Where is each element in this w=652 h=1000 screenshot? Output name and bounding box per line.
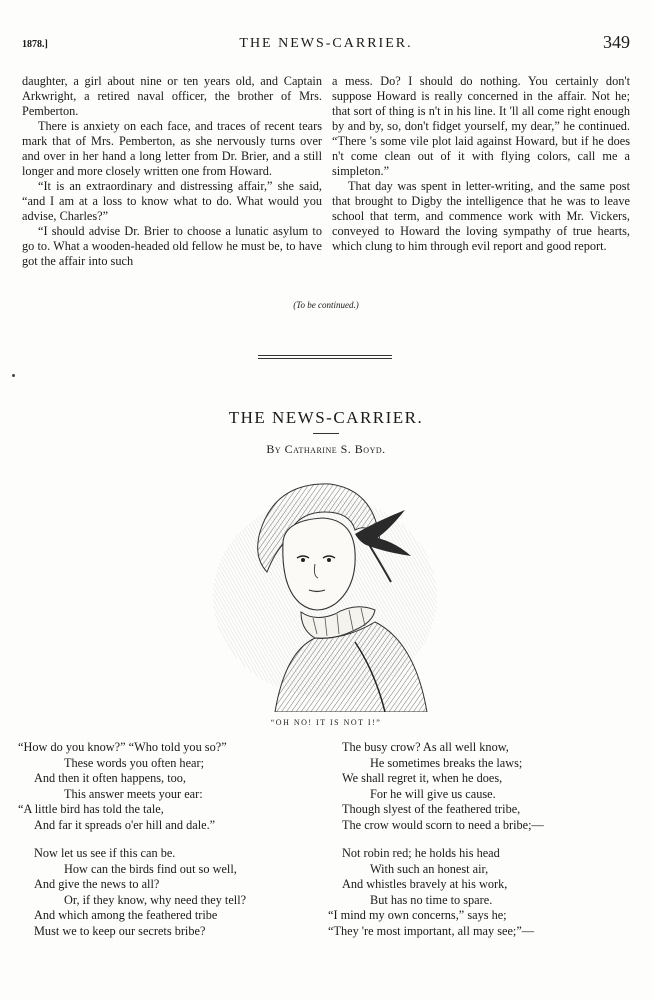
section-divider (258, 355, 392, 359)
verse-line: These words you often hear; (64, 755, 205, 770)
paragraph: “It is an extraordinary and distressing affair,” she said, “and I am at a loss to know what to do. What would you advise, Charles?” (22, 179, 322, 223)
verse-line: Or, if they know, why need they tell? (64, 892, 247, 907)
paragraph: daughter, a girl about nine or ten years old, and Captain Arkwright, a retired naval officer, the brother of Mrs. Pemberton. (22, 74, 322, 118)
paragraph: That day was spent in letter-writing, and the same post that brought to Digby the intelligence that he was to leave school that term, and commence work with Mr. Vickers, conveyed to Howard the loving sympathy of true hearts, which clung to him through evil report and good report. (332, 179, 630, 253)
verse-line: Not robin red; he holds his head (342, 846, 500, 860)
verse-line: We shall regret it, when he does, (342, 771, 503, 785)
verse-line: “They 're most important, all may see;”— (328, 923, 535, 938)
verse-line: For he will give us cause. (370, 786, 496, 801)
illustration-caption: “OH NO! IT IS NOT I!” (270, 718, 382, 727)
verse-line: How can the birds find out so well, (64, 861, 237, 876)
verse-line: And then it often happens, too, (34, 771, 186, 785)
running-title: THE NEWS-CARRIER. (239, 36, 413, 51)
verse-line: And give the news to all? (34, 877, 160, 891)
verse-line: Must we to keep our secrets bribe? (34, 923, 206, 938)
paragraph: “I should advise Dr. Brier to choose a lunatic asylum to go to. What a wooden-headed old fellow he must be, to have got the affair into such (22, 224, 322, 268)
byline-text: By Catharine S. Boyd. (266, 442, 386, 456)
verse-line: Now let us see if this can be. (34, 846, 176, 860)
verse-line: And whistles bravely at his work, (342, 877, 508, 891)
verse-line: The crow would scorn to need a bribe;— (342, 817, 544, 832)
verse-line: And which among the feathered tribe (34, 908, 218, 922)
verse-line: The busy crow? As all well know, (342, 740, 509, 754)
page-header (22, 32, 630, 56)
poem-stanza-right-2 (328, 846, 534, 939)
verse-line: And far it spreads o'er hill and dale.” (34, 817, 216, 832)
page-number: 349 (603, 32, 630, 52)
verse-line: Though slyest of the feathered tribe, (342, 802, 521, 816)
title-rule (313, 433, 339, 434)
verse-line: With such an honest air, (370, 861, 489, 876)
verse-line: But has no time to spare. (370, 892, 493, 907)
poem-byline (0, 442, 652, 457)
poem-stanza-left-2 (18, 846, 246, 939)
verse-line: This answer meets your ear: (64, 786, 203, 801)
margin-mark (12, 374, 15, 377)
verse-line: “How do you know?” “Who told you so?” (18, 740, 227, 754)
verse-line: “I mind my own concerns,” says he; (328, 908, 507, 922)
to-be-continued-note: (To be continued.) (293, 300, 359, 310)
header-year: 1878.] (22, 39, 48, 50)
right-prose-column (332, 74, 630, 254)
paragraph: There is anxiety on each face, and traces of recent tears mark that of Mrs. Pemberton, as she nervously turns over and over in her hand a long letter from Dr. Brier, and a still longer and more closely written one from Howard. (22, 119, 322, 178)
verse-line: “A little bird has told the tale, (18, 802, 164, 816)
poem-stanza-right-1 (342, 740, 544, 833)
left-prose-column (22, 74, 322, 269)
poem-stanza-left-1 (18, 740, 227, 833)
poem-title: THE NEWS-CARRIER. (228, 408, 424, 427)
girl-with-bird-illustration (205, 472, 445, 712)
paragraph: a mess. Do? I should do nothing. You certainly don't suppose Howard is really concerned in the affair. Not he; that sort of thing is n't in his line. It 'll all come right enough by and by, so, don't fidget yourself, my dear,” he continued. “There 's some vile plot laid against Howard, but if he does n't come clean out of it with flying colors, call me a simpleton.” (332, 74, 630, 178)
verse-line: He sometimes breaks the laws; (370, 755, 523, 770)
